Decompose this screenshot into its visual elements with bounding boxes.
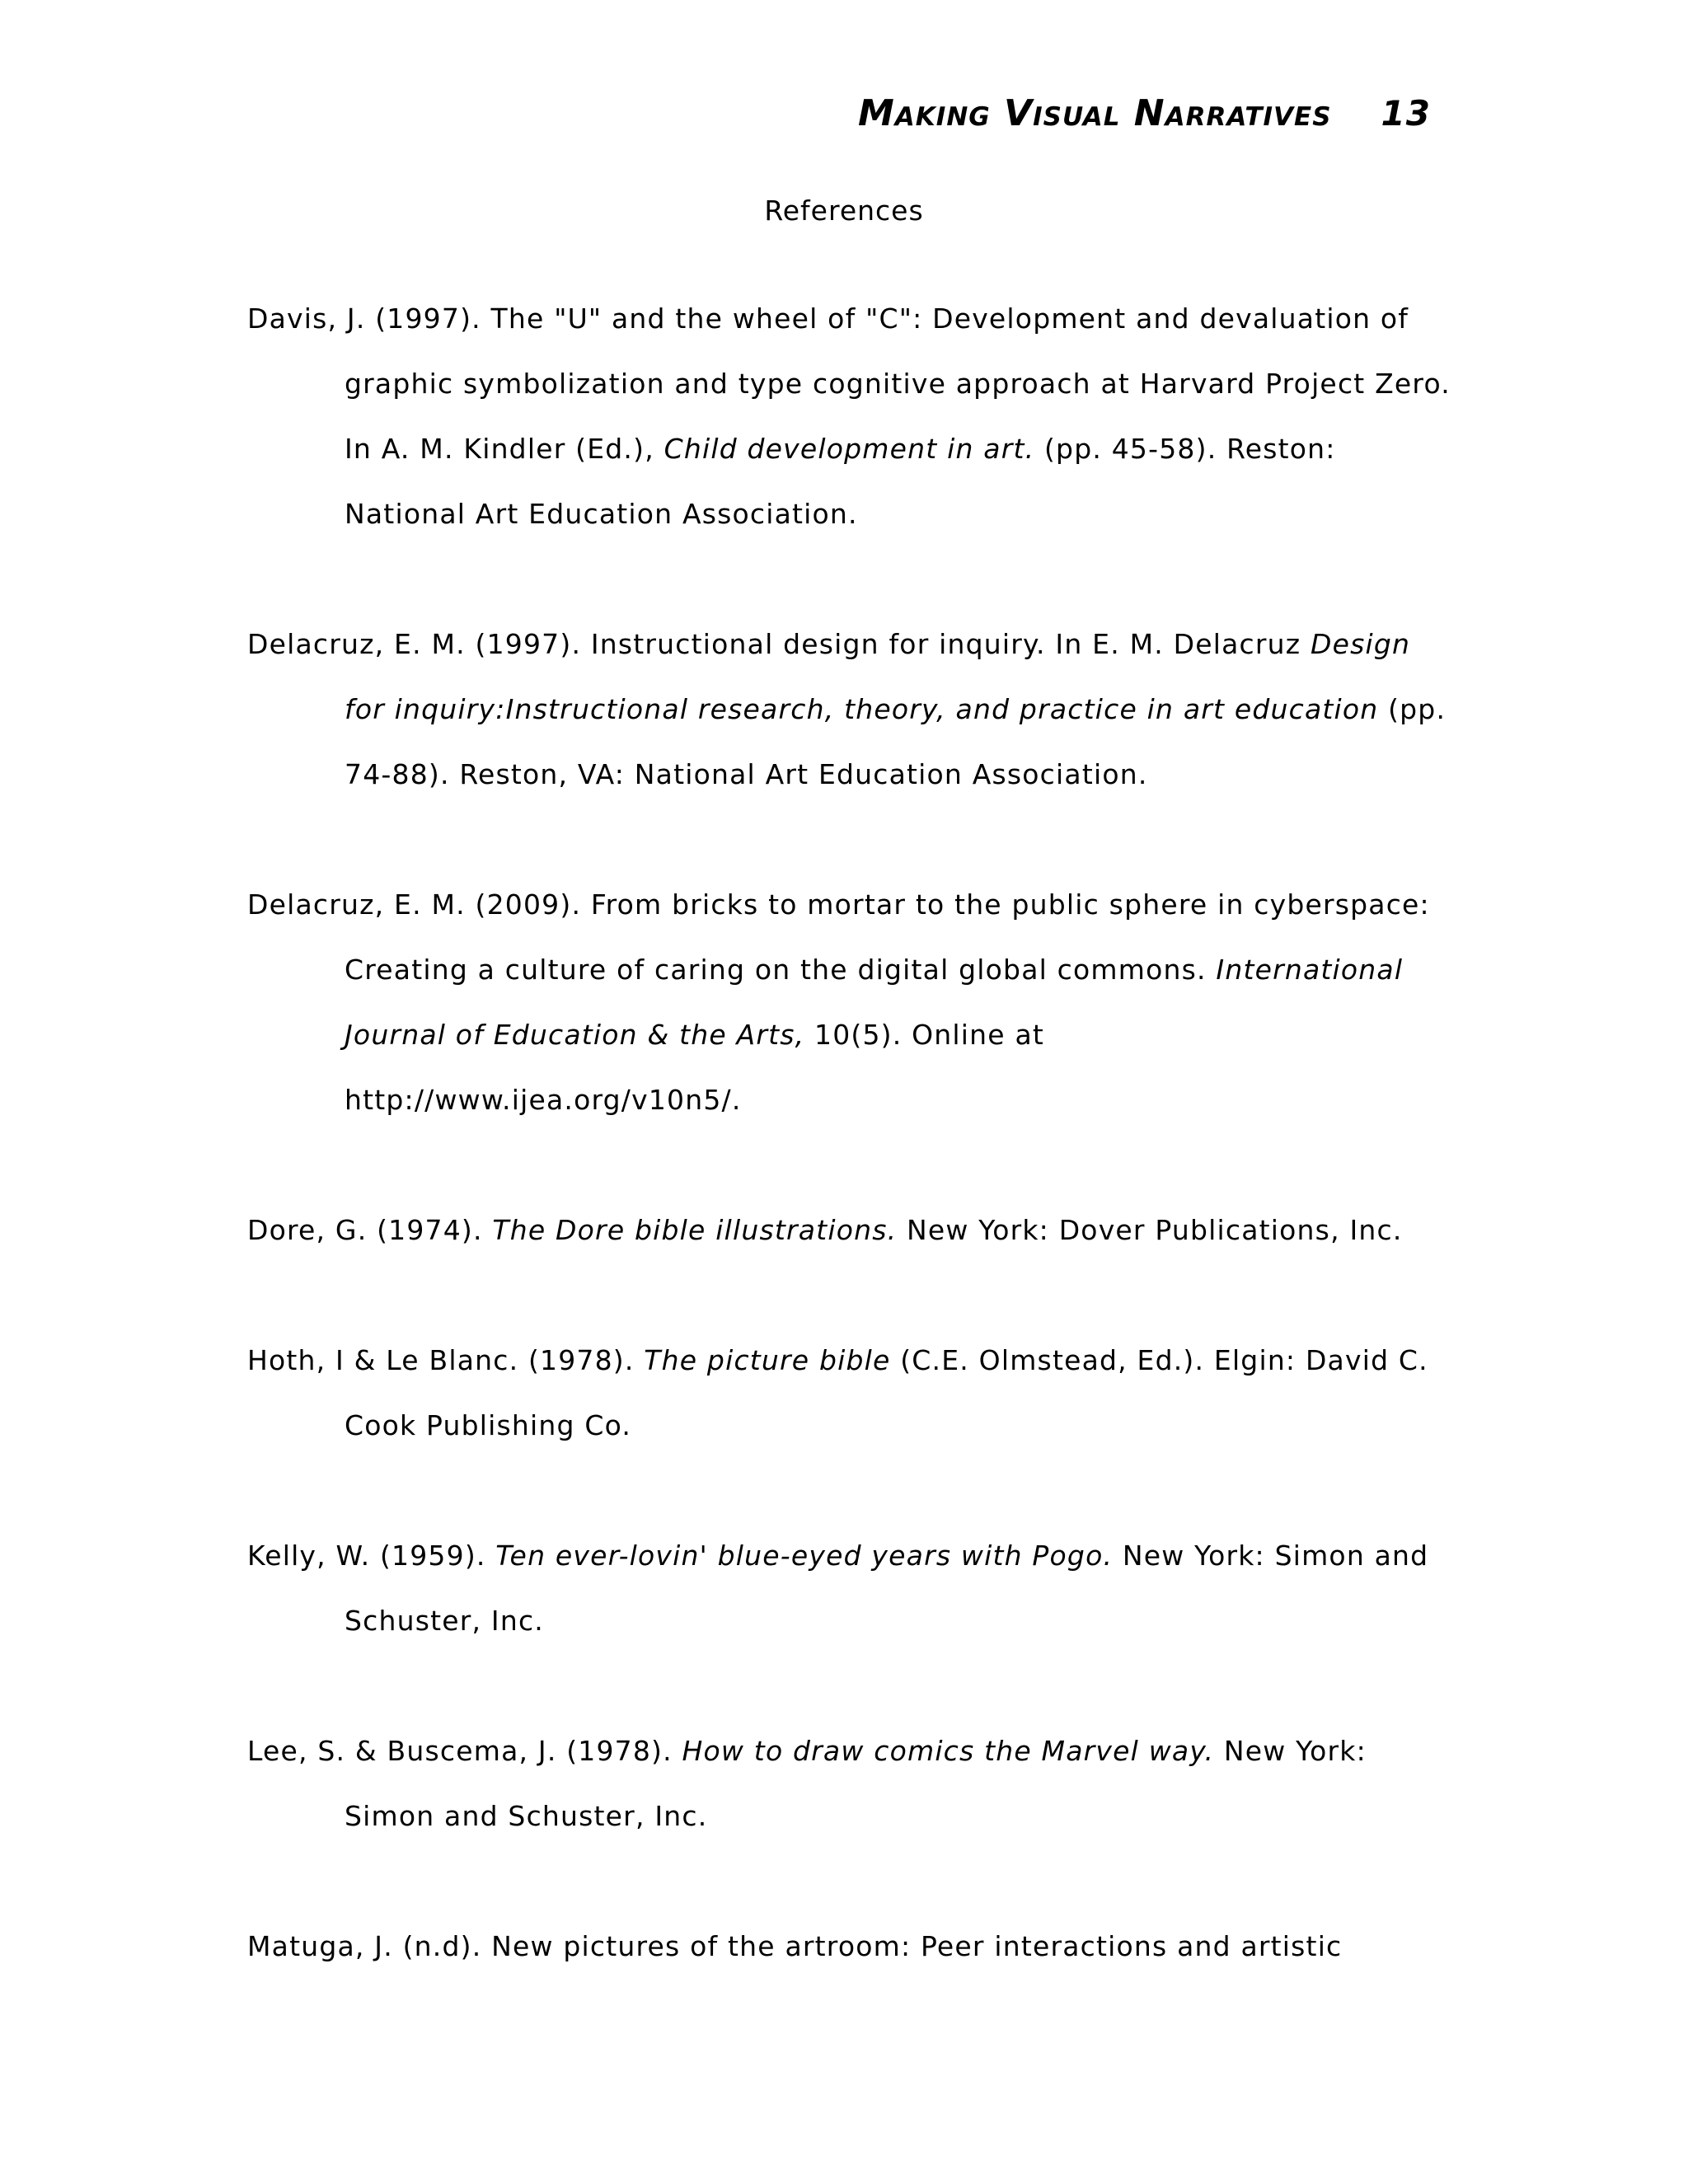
reference-entry: [247, 1718, 1451, 1849]
reference-entry: [247, 1523, 1451, 1653]
references-heading: References: [764, 194, 924, 227]
reference-title: Child development in art.: [663, 433, 1035, 465]
reference-text: Hoth, I & Le Blanc. (1978).: [247, 1344, 645, 1376]
reference-entry: [247, 872, 1451, 1132]
reference-text: New York: Simon and Schuster, Inc.: [345, 1540, 1429, 1637]
reference-text: (pp. 74-88). Reston, VA: National Art Education Association.: [345, 693, 1447, 790]
reference-entry: [247, 1328, 1451, 1458]
reference-text: (pp. 45-58). Reston: National Art Education Association.: [345, 433, 1336, 530]
reference-text: Delacruz, E. M. (1997). Instructional design for inquiry. In E. M. Delacruz: [247, 628, 1311, 660]
reference-title: How to draw comics the Marvel way.: [682, 1735, 1215, 1767]
reference-text: Dore, G. (1974).: [247, 1214, 493, 1246]
reference-entry: [247, 1914, 1451, 1979]
reference-title: Design for inquiry:Instructional research, theory, and practice in art education: [345, 628, 1411, 725]
reference-text: Kelly, W. (1959).: [247, 1540, 496, 1572]
running-head-title: Making Visual Narratives: [857, 92, 1332, 134]
reference-text: (C.E. Olmstead, Ed.). Elgin: David C. Cook Publishing Co.: [345, 1344, 1428, 1441]
reference-title: International Journal of Education & the Arts,: [345, 954, 1404, 1051]
running-head: [858, 92, 1431, 134]
reference-text: Davis, J. (1997). The "U" and the wheel of "C": Development and devaluation of graphic symbolization and type cognitive approach at Harvard Project Zero. In A. M. Kindler (Ed.),: [247, 302, 1451, 465]
reference-title: Ten ever-lovin' blue-eyed years with Pogo.: [495, 1540, 1114, 1572]
reference-text: Delacruz, E. M. (2009). From bricks to mortar to the public sphere in cyberspace: Creating a culture of caring on the digital global commons.: [247, 888, 1430, 986]
reference-text: New York: Simon and Schuster, Inc.: [345, 1735, 1367, 1832]
reference-title: The Dore bible illustrations.: [492, 1214, 898, 1246]
reference-entry: [247, 612, 1451, 807]
reference-entry: [247, 286, 1451, 546]
reference-text: Matuga, J. (n.d). New pictures of the artroom: Peer interactions and artistic: [247, 1930, 1343, 1962]
page-number: 13: [1381, 93, 1431, 134]
reference-title: The picture bible: [644, 1344, 891, 1376]
reference-text: 10(5). Online at http://www.ijea.org/v10n5/.: [345, 1019, 1045, 1116]
reference-list: [247, 259, 1451, 2044]
reference-entry: [247, 1197, 1451, 1263]
reference-text: Lee, S. & Buscema, J. (1978).: [247, 1735, 682, 1767]
reference-text: New York: Dover Publications, Inc.: [897, 1214, 1403, 1246]
